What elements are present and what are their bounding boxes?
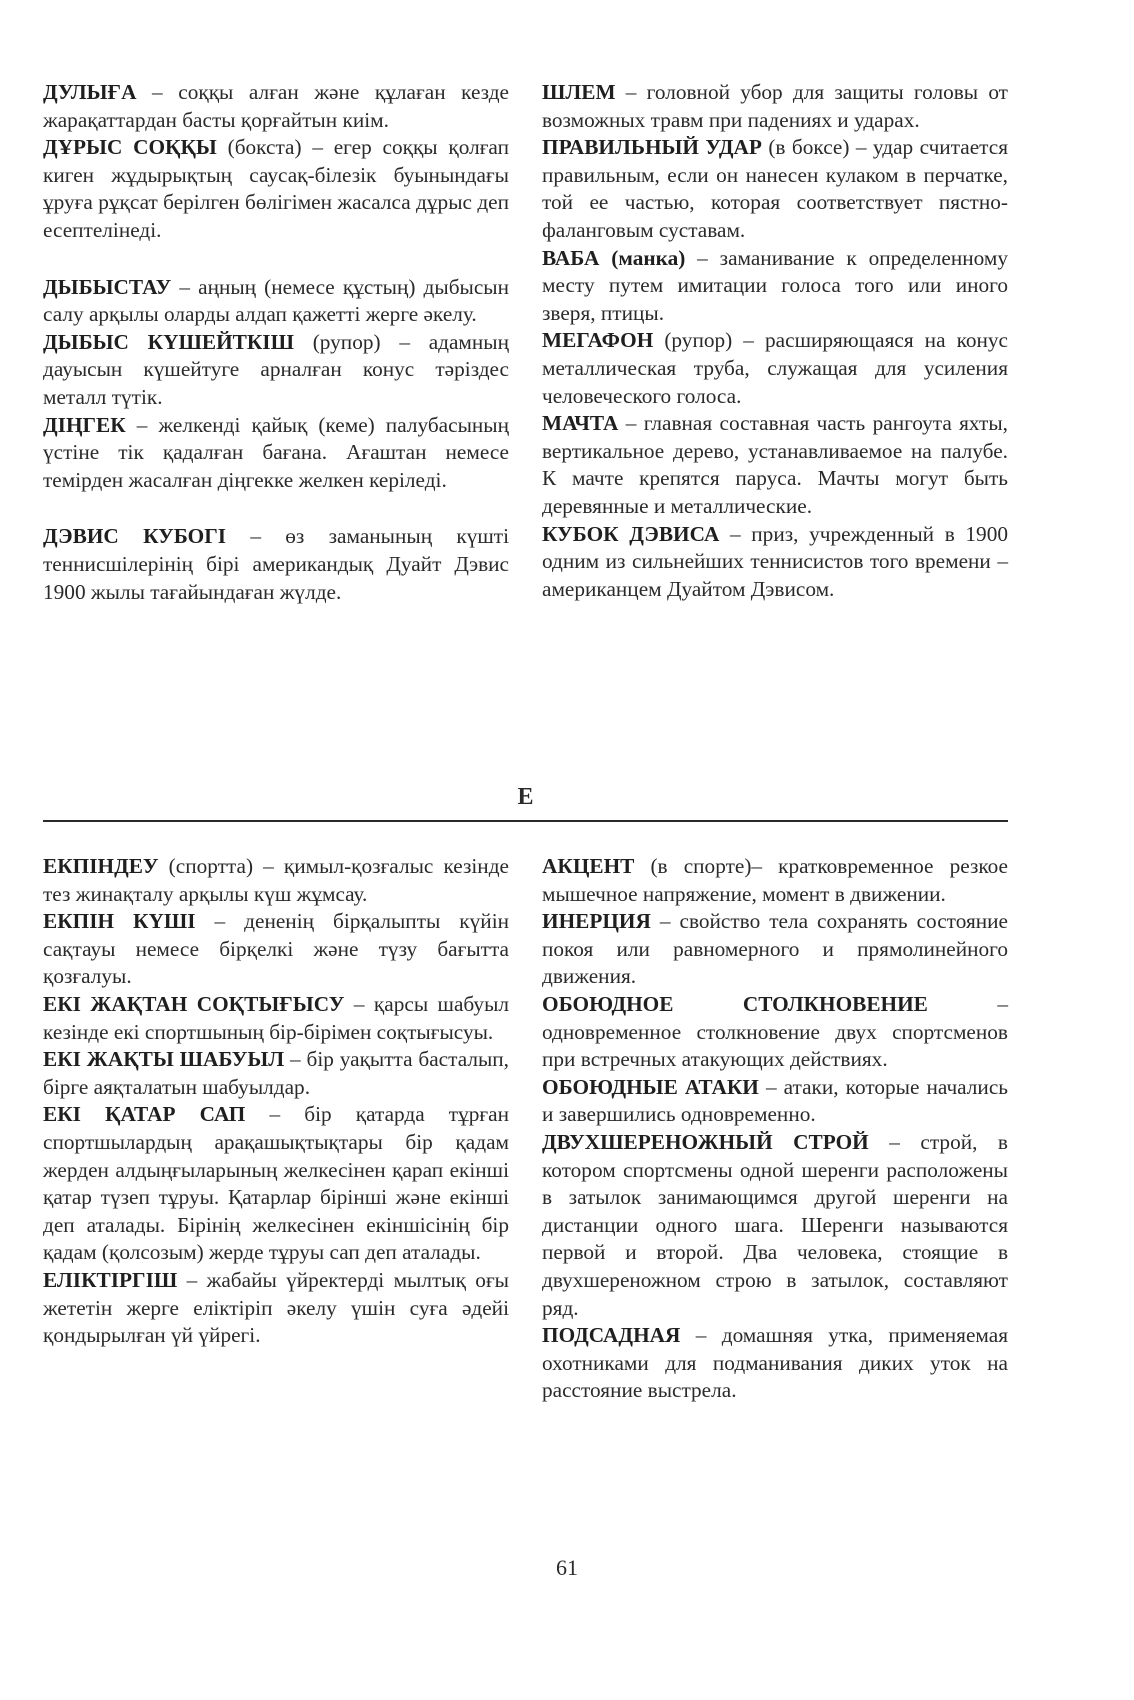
entry-definition: – строй, в котором спортсмены одной шеренги расположены в затылок занимающимся другой шеренги на дистанции одного шага. Шеренги называются первой и второй. Два человека, стоящие в двухшереножном строю в затылок, составляют ряд. [542, 1129, 1008, 1320]
glossary-entry [43, 991, 509, 1046]
kazakh-column [43, 853, 509, 1405]
glossary-entry [43, 274, 509, 329]
kazakh-column [43, 79, 509, 606]
russian-column [542, 853, 1008, 1405]
entry-definition: (спортта) – қимыл-қозғалыс кезінде тез жинақталу арқылы күш жұмсау. [43, 854, 509, 906]
two-column-layout [43, 853, 1008, 1405]
entry-term: МЕГАФОН [542, 328, 654, 353]
russian-column [542, 79, 1008, 606]
entry-definition: – қарсы шабуыл кезінде екі спортшының бір-бірімен соқтығысуы. [43, 991, 510, 1044]
entry-definition: – бір қатарда тұрған спортшылардың арақашықтықтары бір қадам жерден алдыңғыларының желкесінен қарап екінші қатар түзеп тұруы. Қатарлар бірінші және екінші деп аталады. Бірінің желкесінен екіншісінің бір қадам (қолсозым) жерде тұруы сап деп аталады. [43, 1102, 509, 1265]
entry-term: ИНЕРЦИЯ [542, 909, 651, 934]
glossary-entry [43, 1101, 509, 1267]
entry-term: ПОДСАДНАЯ [542, 1323, 681, 1348]
entry-definition: – одновременное столкновение двух спортсменов при встречных атакующих действиях. [542, 991, 1008, 1072]
glossary-entry [542, 908, 1008, 991]
entry-definition: – соққы алған және құлаған кезде жарақаттардан басты қорғайтын киім. [43, 80, 510, 132]
glossary-entry [542, 134, 1008, 244]
entry-definition: – аңның (немесе құстың) дыбысын салу арқылы оларды алдап қажетті жерге әкелу. [43, 274, 509, 327]
entry-term: ДЫБЫС КҮШЕЙТКІШ [43, 329, 294, 354]
section-divider [43, 820, 1008, 822]
glossary-entry [542, 1074, 1008, 1129]
letter-heading-text: Е [517, 784, 534, 810]
two-column-layout [43, 79, 1008, 606]
entry-term: ОБОЮДНЫЕ АТАКИ [542, 1074, 759, 1099]
entry-definition: (рупор) – расширяющаяся на конус металлическая труба, служащая для усиления человеческого голоса. [542, 328, 1009, 408]
glossary-entry [542, 79, 1008, 134]
entry-definition: (в спорте)– кратковременное резкое мышечное напряжение, момент в движении. [542, 854, 1008, 906]
letter-heading [43, 784, 1008, 824]
glossary-entry [43, 853, 509, 908]
entry-term: ВАБА (манка) [542, 245, 686, 270]
glossary-entry [542, 521, 1008, 604]
entry-definition: – приз, учрежденный в 1900 одним из сильнейших теннисистов того времени – американцем Дуайтом Дэвисом. [542, 521, 1008, 601]
entry-term: ЕКПІНДЕУ [43, 854, 159, 878]
glossary-entry [43, 908, 509, 991]
entry-definition: – домашняя утка, применяемая охотниками для подманивания диких уток на расстояние выстрела. [542, 1323, 1008, 1403]
page-number: 61 [556, 1555, 578, 1580]
glossary-entry [43, 1267, 509, 1350]
glossary-entry [542, 410, 1008, 520]
glossary-entry [43, 412, 509, 495]
entry-definition: – өз заманының күшті теннисшілерінің бірі американдық Дуайт Дэвис 1900 жылы тағайындаған жүлде. [43, 524, 509, 604]
glossary-entry [43, 79, 509, 134]
entry-term: ДІҢГЕК [43, 412, 126, 437]
entry-term: ПРАВИЛЬНЫЙ УДАР [542, 135, 762, 160]
entry-term: МАЧТА [542, 411, 619, 436]
glossary-entry [542, 245, 1008, 328]
glossary-entry [43, 1046, 509, 1101]
glossary-entry [542, 327, 1008, 410]
entry-term: ДЫБЫСТАУ [43, 274, 172, 299]
entry-term: КУБОК ДЭВИСА [542, 521, 720, 546]
glossary-entry [542, 1129, 1008, 1322]
entry-term: ДУЛЫҒА [43, 80, 137, 104]
entry-term: ЕКІ ҚАТАР САП [43, 1102, 246, 1127]
entry-term: ДВУХШЕРЕНОЖНЫЙ СТРОЙ [542, 1129, 869, 1154]
entry-term: ШЛЕМ [542, 80, 616, 104]
entry-definition: (в боксе) – удар считается правильным, если он нанесен кулаком в перчатке, той ее частью, которая соответствует пястно-фаланговым суставам. [542, 135, 1008, 242]
entry-term: ОБОЮДНОЕ СТОЛКНОВЕНИЕ [542, 991, 928, 1016]
entry-definition: – головной убор для защиты головы от возможных травм при падениях и ударах. [542, 80, 1008, 132]
glossary-entry [542, 991, 1008, 1074]
entry-definition: (рупор) – адамның дауысын күшейтуге арналған конус тәріздес металл түтік. [43, 329, 510, 409]
glossary-entry [542, 853, 1008, 908]
glossary-entry [43, 523, 509, 606]
glossary-section-e [43, 853, 1008, 1405]
glossary-section-d [43, 79, 1008, 606]
entry-definition: (бокста) – егер соққы қолғап киген жұдырықтың саусақ-білезік буынындағы ұруға рұқсат берілген бөлігімен жасалса дұрыс деп есептелінеді. [43, 135, 509, 242]
entry-term: ДЭВИС КУБОГІ [43, 524, 227, 549]
entry-definition: – жабайы үйректерді мылтық оғы жететін жерге еліктіріп әкелу үшін суға әдейі қондырылған үй үйрегі. [43, 1267, 509, 1348]
entry-definition: – заманивание к определенному месту путем имитации голоса того или иного зверя, птицы. [542, 245, 1008, 325]
glossary-entry [43, 329, 509, 412]
glossary-entry [542, 1322, 1008, 1405]
entry-term: ЕКІ ЖАҚТАН СОҚТЫҒЫСУ [43, 991, 345, 1016]
entry-definition: – желкенді қайық (кеме) палубасының үстіне тік қадалған бағана. Ағаштан немесе темірден жасалған діңгекке желкен керіледі. [43, 412, 509, 492]
entry-definition: – главная составная часть рангоута яхты, вертикальное дерево, устанавливаемое на палубе. К мачте крепятся паруса. Мачты могут быть деревянные и металлические. [542, 411, 1008, 518]
entry-term: ЕКІ ЖАҚТЫ ШАБУЫЛ [43, 1047, 285, 1072]
entry-definition: – атаки, которые начались и завершились одновременно. [542, 1074, 1008, 1127]
entry-term: ЕЛІКТІРГІШ [43, 1267, 178, 1292]
entry-definition: – бір уақытта басталып, бірге аяқталатын шабуылдар. [43, 1047, 510, 1099]
entry-definition: – свойство тела сохранять состояние покоя или равномерного и прямолинейного движения. [542, 909, 1008, 989]
entry-term: АКЦЕНТ [542, 854, 635, 878]
entry-term: ЕКПІН КҮШІ [43, 909, 196, 934]
entry-definition: – дененің бірқалыпты күйін сақтауы немесе бірқелкі және түзу бағытта қозғалуы. [43, 909, 510, 989]
glossary-entry [43, 134, 509, 244]
entry-term: ДҰРЫС СОҚҚЫ [43, 135, 217, 160]
